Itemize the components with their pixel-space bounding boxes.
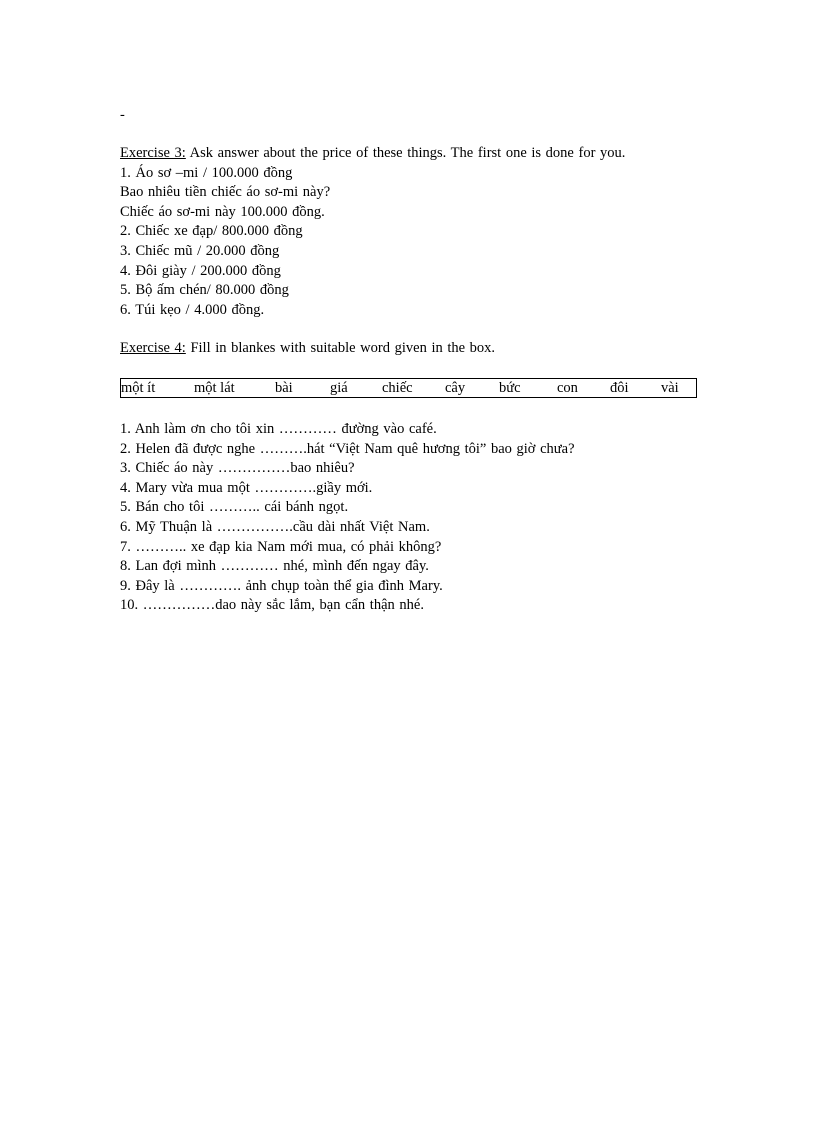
exercise-3-line: Bao nhiêu tiền chiếc áo sơ-mi này?	[120, 184, 331, 201]
box-word: giá	[330, 380, 348, 396]
exercise-4-sentence: 7. ……….. xe đạp kia Nam mới mua, có phải không?	[120, 538, 442, 555]
box-word: một ít	[121, 380, 156, 396]
box-word: đôi	[610, 380, 629, 396]
exercise-3-line: 2. Chiếc xe đạp/ 800.000 đồng	[120, 223, 303, 240]
box-word: vài	[661, 380, 679, 396]
exercise-4-label: Exercise 4:	[120, 340, 186, 356]
exercise-3-line: Chiếc áo sơ-mi này 100.000 đồng.	[120, 203, 325, 220]
exercise-3-line: 3. Chiếc mũ / 20.000 đồng	[120, 242, 280, 259]
exercise-4-sentence: 3. Chiếc áo này ……………bao nhiêu?	[120, 460, 355, 477]
box-word: cây	[445, 380, 466, 396]
exercise-4-sentence: 4. Mary vừa mua một ………….giầy mới.	[120, 479, 373, 496]
exercise-3-instruction: Ask answer about the price of these things. The first one is done for you.	[185, 145, 626, 161]
exercise-3-label: Exercise 3:	[120, 145, 186, 161]
exercise-4-sentence: 9. Đây là …………. ảnh chụp toàn thể gia đình Mary.	[120, 577, 443, 594]
word-box	[120, 378, 697, 398]
box-word: bức	[499, 380, 521, 396]
box-word: một lát	[194, 380, 235, 396]
exercise-4-sentence: 1. Anh làm ơn cho tôi xin ………… đường vào café.	[120, 421, 437, 437]
exercise-4-sentence: 10. ……………dao này sắc lắm, bạn cẩn thận nhé.	[120, 597, 424, 614]
exercise-4-sentence: 8. Lan đợi mình ………… nhé, mình đến ngay đây.	[120, 558, 429, 575]
exercise-4-heading	[120, 339, 700, 359]
exercise-3-heading	[120, 144, 700, 164]
exercise-4-sentence: 5. Bán cho tôi ……….. cái bánh ngọt.	[120, 499, 349, 516]
exercise-3-line: 5. Bộ ấm chén/ 80.000 đồng	[120, 282, 289, 299]
exercise-3-line: 6. Túi kẹo / 4.000 đồng.	[120, 301, 265, 318]
exercise-3-line: 1. Áo sơ –mi / 100.000 đồng	[120, 164, 293, 181]
exercise-4-section	[120, 339, 700, 359]
exercise-3-section	[120, 144, 700, 320]
exercise-4-instruction: Fill in blankes with suitable word given in the box.	[185, 340, 496, 356]
box-word: chiếc	[382, 380, 413, 396]
exercise-4-sentence: 6. Mỹ Thuận là …………….cầu dài nhất Việt Nam.	[120, 518, 430, 535]
box-word: con	[557, 380, 578, 396]
exercise-3-line: 4. Đôi giày / 200.000 đồng	[120, 262, 281, 279]
exercise-4-sentences	[120, 420, 700, 616]
exercise-4-sentence: 2. Helen đã được nghe ……….hát “Việt Nam quê hương tôi” bao giờ chưa?	[120, 440, 575, 457]
page-dash: -	[120, 107, 125, 123]
box-word: bài	[275, 380, 293, 396]
